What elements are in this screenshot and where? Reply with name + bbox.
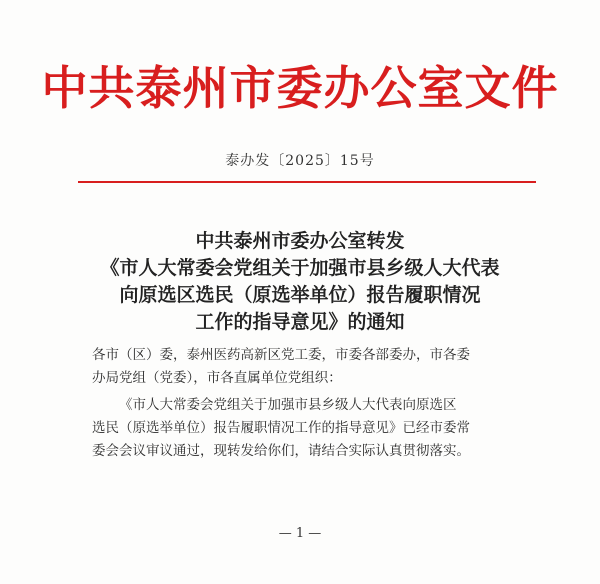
addressee-line: 各市（区）委，泰州医药高新区党工委，市委各部委办，市各委	[92, 347, 470, 363]
red-divider-line	[78, 181, 536, 183]
title-line: 中共泰州市委办公室转发	[195, 230, 405, 252]
addressee-line: 办局党组（党委），市各直属单位党组织：	[92, 370, 342, 386]
document-masthead: 中共泰州市委办公室文件	[41, 61, 559, 115]
page-number: — 1 —	[278, 526, 322, 541]
body-line: 《市人大常委会党组关于加强市县乡级人大代表向原选区	[119, 397, 457, 413]
document-body	[92, 344, 532, 463]
document-number: 泰办发〔2025〕15号	[225, 153, 375, 169]
title-line: 《市人大常委会党组关于加强市县乡级人大代表	[100, 257, 500, 279]
body-line: 选民（原选举单位）报告履职情况工作的指导意见》已经市委常	[92, 420, 470, 436]
title-line: 向原选区选民（原选举单位）报告履职情况	[119, 284, 481, 306]
body-line: 委会会议审议通过，现转发给你们，请结合实际认真贯彻落实。	[92, 443, 470, 459]
document-title	[0, 228, 600, 336]
title-line: 工作的指导意见》的通知	[195, 311, 405, 333]
